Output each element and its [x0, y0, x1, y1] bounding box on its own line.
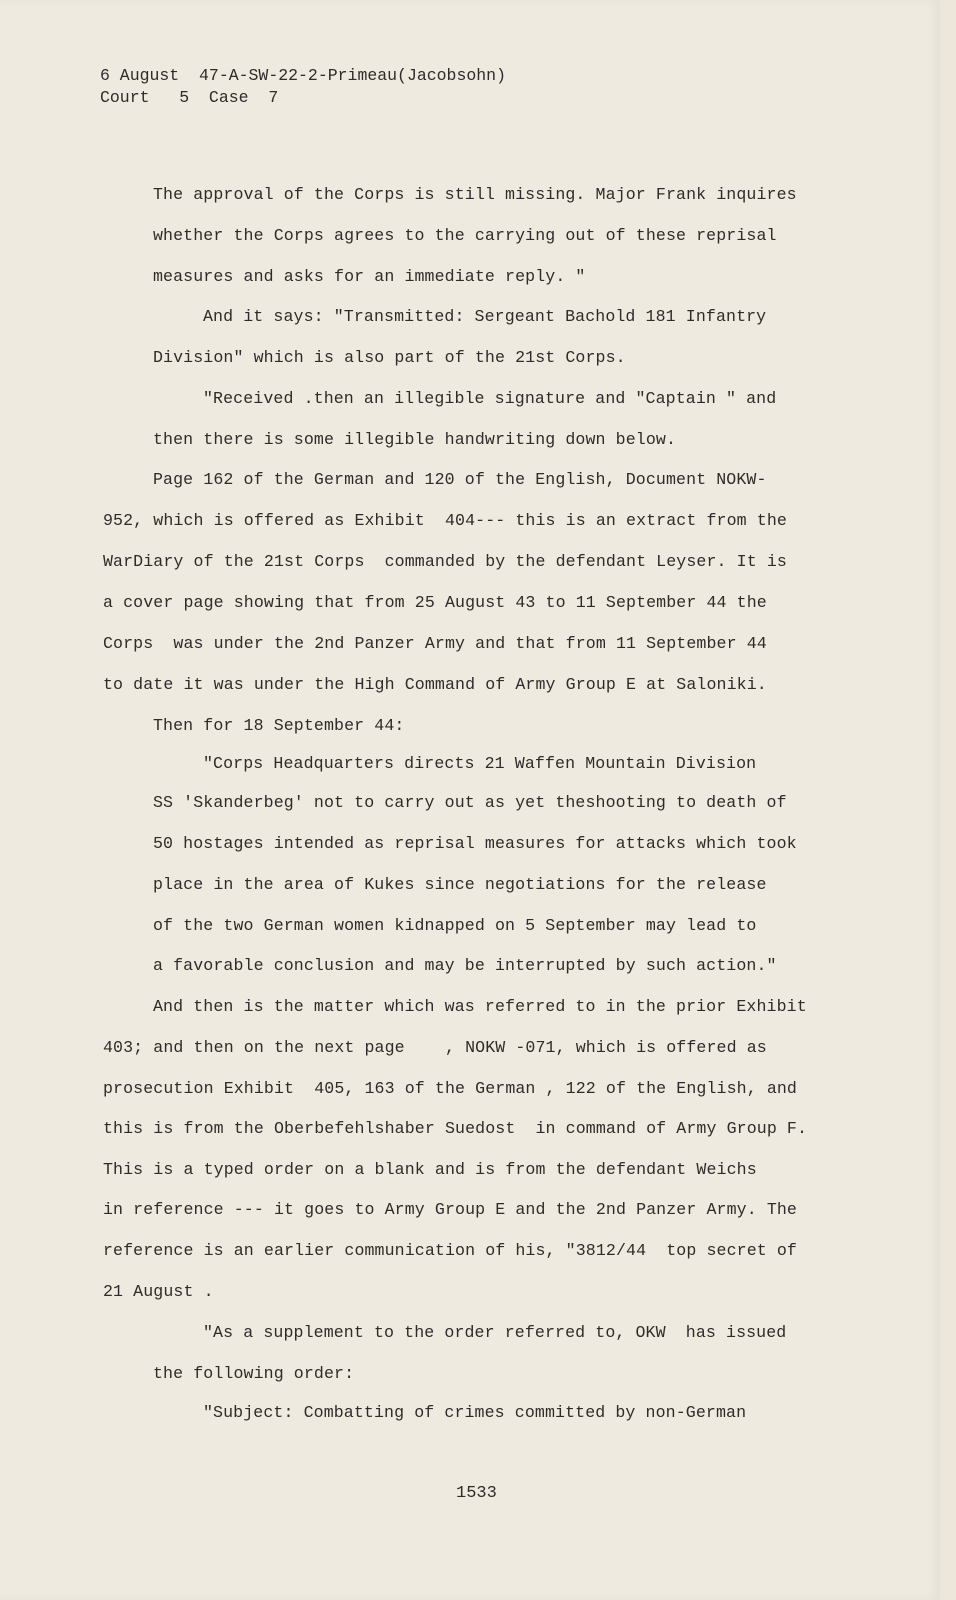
text-line: Division" which is also part of the 21st Corps. — [153, 348, 626, 367]
text-line: reference is an earlier communication of his, "3812/44 top secret of — [103, 1241, 797, 1260]
text-line: "Corps Headquarters directs 21 Waffen Mountain Division — [203, 754, 757, 773]
text-line: The approval of the Corps is still missing. Major Frank inquires — [153, 185, 797, 204]
text-line: WarDiary of the 21st Corps commanded by the defendant Leyser. It is — [103, 552, 787, 571]
text-line: This is a typed order on a blank and is from the defendant Weichs — [103, 1160, 757, 1179]
text-line: this is from the Oberbefehlshaber Suedost in command of Army Group F. — [103, 1119, 808, 1138]
text-line: of the two German women kidnapped on 5 September may lead to — [153, 916, 757, 935]
text-line: place in the area of Kukes since negotiations for the release — [153, 875, 767, 894]
text-line: "As a supplement to the order referred to, OKW has issued — [203, 1323, 787, 1342]
text-line: to date it was under the High Command of Army Group E at Saloniki. — [103, 675, 767, 694]
text-line: And it says: "Transmitted: Sergeant Bachold 181 Infantry — [203, 307, 767, 326]
text-line: 403; and then on the next page , NOKW -071, which is offered as — [103, 1038, 767, 1057]
text-line: Corps was under the 2nd Panzer Army and that from 11 September 44 — [103, 634, 767, 653]
text-line: prosecution Exhibit 405, 163 of the German , 122 of the English, and — [103, 1079, 797, 1098]
text-line: 21 August . — [103, 1282, 214, 1301]
text-line: whether the Corps agrees to the carrying out of these reprisal — [153, 226, 777, 245]
text-line: And then is the matter which was referred to in the prior Exhibit — [153, 997, 807, 1016]
text-line: SS 'Skanderbeg' not to carry out as yet theshooting to death of — [153, 793, 787, 812]
header-line-2: Court 5 Case 7 — [100, 88, 279, 107]
text-line: the following order: — [153, 1364, 355, 1383]
text-line: 952, which is offered as Exhibit 404--- this is an extract from the — [103, 511, 787, 530]
text-line: then there is some illegible handwriting down below. — [153, 430, 677, 449]
text-line: Page 162 of the German and 120 of the English, Document NOKW- — [153, 470, 767, 489]
text-line: a favorable conclusion and may be interrupted by such action." — [153, 956, 777, 975]
text-line: "Received .then an illegible signature and "Captain " and — [203, 389, 777, 408]
text-line: 50 hostages intended as reprisal measures for attacks which took — [153, 834, 797, 853]
page-number: 1533 — [456, 1484, 497, 1503]
text-line: in reference --- it goes to Army Group E and the 2nd Panzer Army. The — [103, 1200, 797, 1219]
text-line: measures and asks for an immediate reply. " — [153, 267, 586, 286]
text-line: a cover page showing that from 25 August 43 to 11 September 44 the — [103, 593, 767, 612]
text-line: "Subject: Combatting of crimes committed by non-German — [203, 1403, 747, 1422]
text-line: Then for 18 September 44: — [153, 716, 405, 735]
header-line-1: 6 August 47-A-SW-22-2-Primeau(Jacobsohn) — [100, 66, 506, 85]
